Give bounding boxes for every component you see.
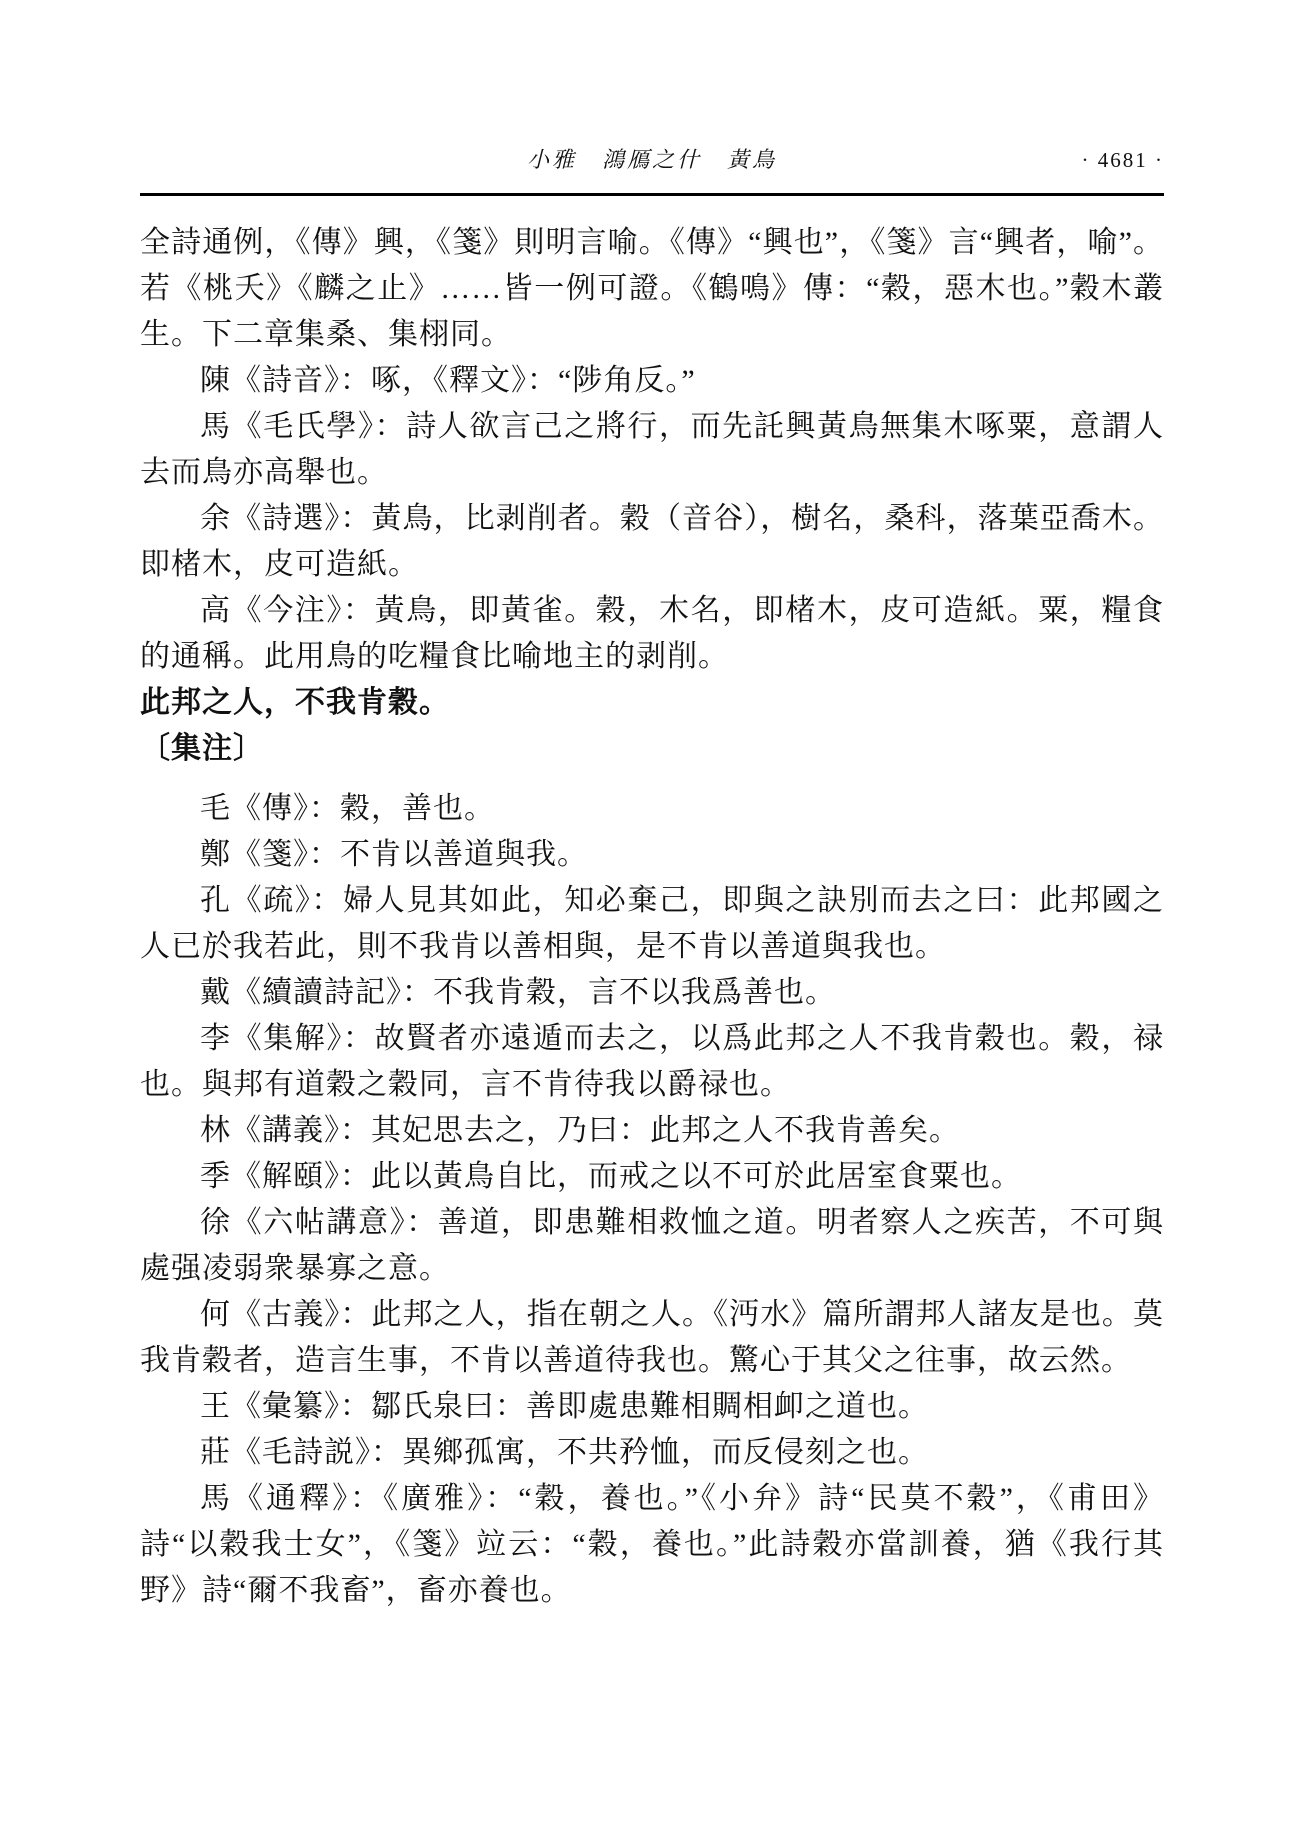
header-rule xyxy=(140,193,1164,196)
annotation-item: 毛《傳》：穀，善也。 xyxy=(200,792,495,825)
commentary-paragraphs xyxy=(140,220,1164,680)
annotation-item: 馬《通釋》：《廣雅》：“穀，養也。”《小弁》詩“民莫不穀”，《甫田》詩“以穀我士女”，《箋》竝云：“穀，養也。”此詩穀亦當訓養，猶《我行其野》詩“爾不我畜”，畜亦養也。 xyxy=(140,1482,1164,1607)
commentary-paragraph: 高《今注》：黃鳥，即黃雀。穀，木名，即楮木，皮可造紙。粟，糧食的通稱。此用鳥的吃糧食比喻地主的剥削。 xyxy=(140,594,1164,673)
annotation-item: 季《解頤》：此以黃鳥自比，而戒之以不可於此居室食粟也。 xyxy=(200,1160,1022,1193)
commentary-paragraph: 余《詩選》：黃鳥，比剥削者。穀（音谷），樹名，桑科，落葉亞喬木。即楮木，皮可造紙。 xyxy=(140,502,1164,581)
annotation-item: 戴《續讀詩記》：不我肯穀，言不以我爲善也。 xyxy=(200,976,836,1009)
commentary-paragraph: 全詩通例，《傳》興，《箋》則明言喻。《傳》“興也”，《箋》言“興者，喻”。若《桃夭》《麟之止》……皆一例可證。《鶴鳴》傳：“穀，惡木也。”穀木叢生。下二章集桑、集栩同。 xyxy=(140,226,1164,351)
annotation-item: 孔《疏》：婦人見其如此，知必棄己，即與之訣別而去之曰：此邦國之人已於我若此，則不我肯以善相與，是不肯以善道與我也。 xyxy=(140,884,1164,963)
annotation-item: 王《彙纂》：鄒氏泉曰：善即處患難相賙相卹之道也。 xyxy=(200,1390,929,1423)
commentary-paragraph: 陳《詩音》：啄，《釋文》：“陟角反。” xyxy=(200,364,696,397)
annotation-list xyxy=(140,786,1164,1614)
page-number: · 4681 · xyxy=(1081,148,1164,172)
verse-line-heading: 此邦之人，不我肯穀。 xyxy=(140,686,450,719)
annotation-item: 莊《毛詩説》：異鄉孤寓，不共矜恤，而反侵刻之也。 xyxy=(200,1436,929,1469)
annotation-item: 李《集解》：故賢者亦遠遁而去之，以爲此邦之人不我肯穀也。穀，禄也。與邦有道穀之穀同，言不肯待我以爵禄也。 xyxy=(140,1022,1164,1101)
annotation-item: 林《講義》：其妃思去之，乃曰：此邦之人不我肯善矣。 xyxy=(200,1114,960,1147)
running-header-title: 小雅 鴻鴈之什 黃鳥 xyxy=(526,147,777,172)
annotation-item: 何《古義》：此邦之人，指在朝之人。《沔水》篇所謂邦人諸友是也。莫我肯穀者，造言生事，不肯以善道待我也。驚心于其父之往事，故云然。 xyxy=(140,1298,1164,1377)
annotation-item: 徐《六帖講意》：善道，即患難相救恤之道。明者察人之疾苦，不可與處强凌弱衆暴寡之意。 xyxy=(140,1206,1164,1285)
page-body xyxy=(140,220,1164,1614)
commentary-paragraph: 馬《毛氏學》：詩人欲言己之將行，而先託興黃鳥無集木啄粟，意謂人去而鳥亦高舉也。 xyxy=(140,410,1164,489)
jizhu-section-heading: 〔集注〕 xyxy=(140,732,264,765)
running-header-row xyxy=(140,144,1164,176)
annotation-item: 鄭《箋》：不肯以善道與我。 xyxy=(200,838,588,871)
